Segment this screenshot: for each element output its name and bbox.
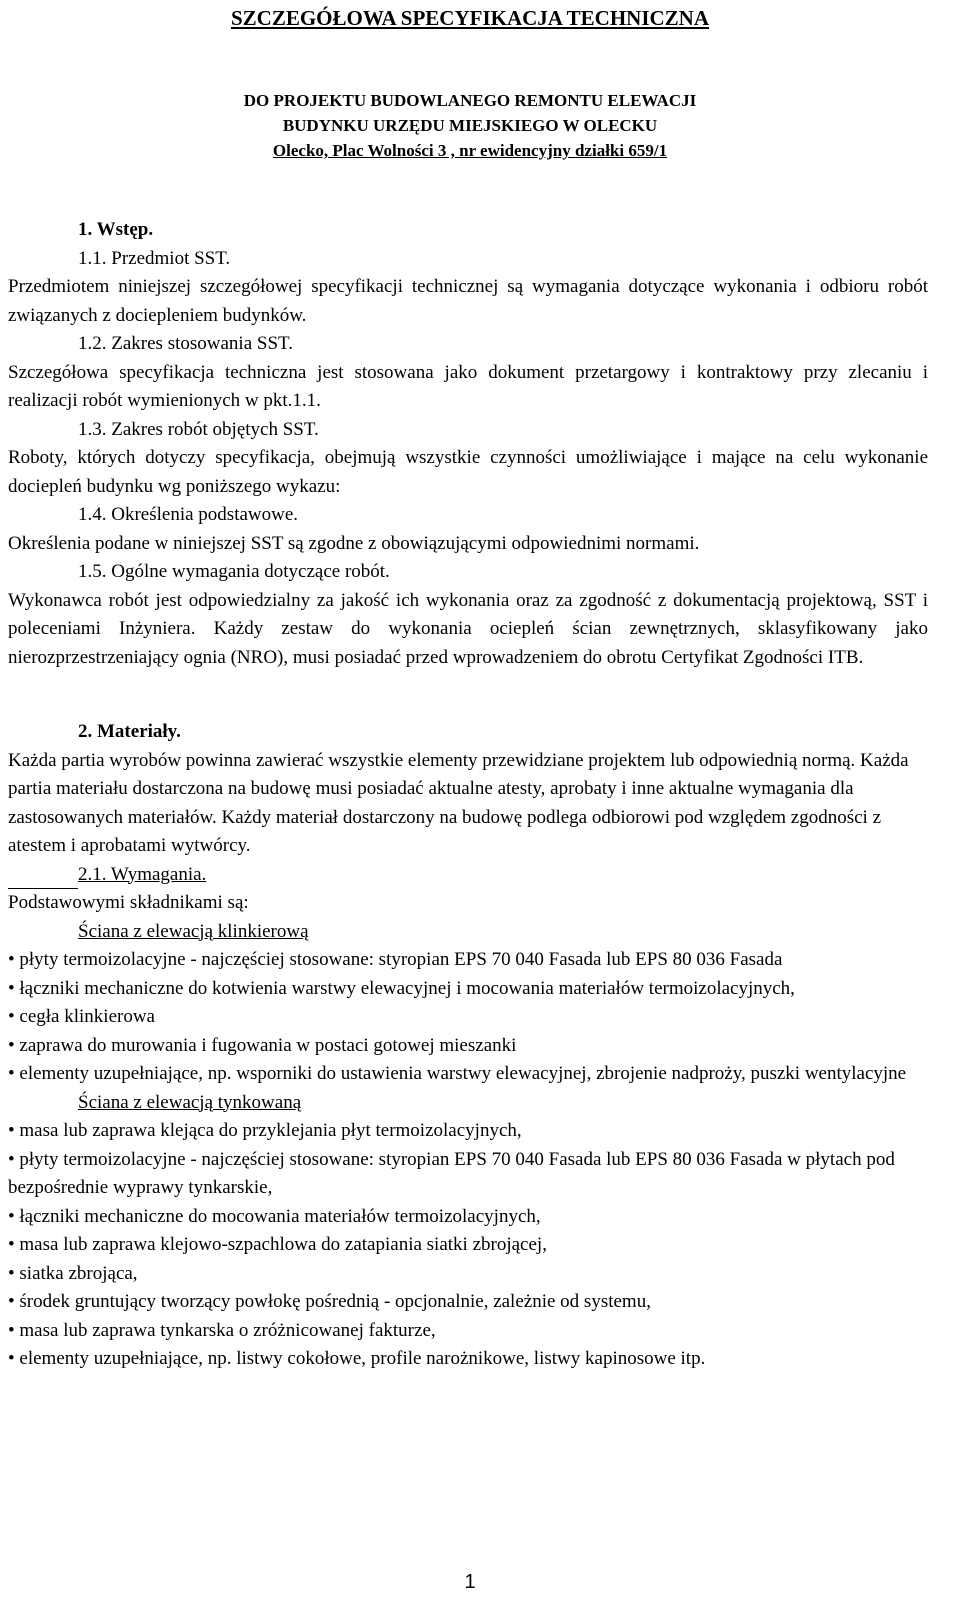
header-line-2: BUDYNKU URZĘDU MIEJSKIEGO W OLECKU	[282, 116, 658, 135]
header-line-3: Olecko, Plac Wolności 3 , nr ewidencyjny działki 659/1	[272, 141, 668, 160]
clinker-item-2: • łączniki mechaniczne do kotwienia warstwy elewacyjnej i mocowania materiałów termoizolacyjnych,	[8, 977, 795, 999]
plaster-item-3: • łączniki mechaniczne do mocowania materiałów termoizolacyjnych,	[8, 1205, 541, 1227]
plaster-item-2: • płyty termoizolacyjne - najczęściej stosowane: styropian EPS 70 040 Fasada lub EPS 80 036 Fasada w płytach pod bezpośrednie wyprawy tynkarskie,	[8, 1148, 895, 1198]
paragraph-2: Każda partia wyrobów powinna zawierać wszystkie elementy przewidziane projektem lub odpowiednią normą. Każda partia materiału dostarczona na budowę musi posiadać aktualne atesty, aprobaty i inne aktualne wymagania dla zastosowanych materiałów. Każdy materiał dostarczony na budowę podlega odbiorowi pod względem zgodności z atestem i aprobatami wytwórcy.	[8, 749, 909, 856]
plaster-item-8: • elementy uzupełniające, np. listwy cokołowe, profile narożnikowe, listwy kapinosowe itp.	[8, 1348, 706, 1369]
subsection-clinker: Ściana z elewacją klinkierową	[78, 920, 309, 942]
subheading-1-4: 1.4. Określenia podstawowe.	[78, 504, 299, 525]
plaster-item-6: • środek gruntujący tworzący powłokę pośrednią - opcjonalnie, zależnie od systemu,	[8, 1291, 651, 1312]
subheading-1-2: 1.2. Zakres stosowania SST.	[78, 333, 293, 354]
paragraph-1-1: Przedmiotem niniejszej szczegółowej specyfikacji technicznej są wymagania dotyczące wykonania i odbioru robót związanych z dociepleniem budynków.	[8, 276, 928, 326]
plaster-item-7: • masa lub zaprawa tynkarska o zróżnicowanej fakturze,	[8, 1319, 436, 1341]
plaster-item-1: • masa lub zaprawa klejąca do przyklejania płyt termoizolacyjnych,	[8, 1120, 522, 1141]
plaster-item-5: • siatka zbrojąca,	[8, 1262, 138, 1284]
components-intro: Podstawowymi składnikami są:	[8, 892, 249, 913]
page-number: 1	[464, 1571, 476, 1593]
subsection-plaster: Ściana z elewacją tynkowaną	[78, 1091, 302, 1113]
clinker-item-5: • elementy uzupełniające, np. wsporniki do ustawienia warstwy elewacyjnej, zbrojenie nadproży, puszki wentylacyjne	[8, 1063, 907, 1084]
subheading-1-1: 1.1. Przedmiot SST.	[78, 247, 231, 269]
paragraph-1-3: Roboty, których dotyczy specyfikacja, obejmują wszystkie czynności umożliwiające i mające na celu wykonanie dociepleń budynku wg poniższego wykazu:	[8, 447, 928, 497]
section-1	[8, 216, 928, 672]
document-title: SZCZEGÓŁOWA SPECYFIKACJA TECHNICZNA	[230, 6, 710, 30]
subheading-1-5: 1.5. Ogólne wymagania dotyczące robót.	[78, 561, 390, 582]
section-2	[8, 718, 928, 1374]
section-2-heading: 2. Materiały.	[78, 721, 181, 742]
paragraph-1-2: Szczegółowa specyfikacja techniczna jest stosowana jako dokument przetargowy i kontraktowy przy zlecaniu i realizacji robót wymienionych w pkt.1.1.	[8, 361, 928, 411]
subheading-1-3: 1.3. Zakres robót objętych SST.	[78, 418, 319, 440]
paragraph-1-5: Wykonawca robót jest odpowiedzialny za jakość ich wykonania oraz za zgodność z dokumentacją projektową, SST i poleceniami Inżyniera. Każdy zestaw do wykonania ociepleń ścian zewnętrznych, sklasyfikowany jako nierozprzestrzeniający ognia (NRO), musi posiadać przed wprowadzeniem do obrotu Certyfikat Zgodności ITB.	[8, 589, 928, 668]
clinker-item-1: • płyty termoizolacyjne - najczęściej stosowane: styropian EPS 70 040 Fasada lub EPS 80 036 Fasada	[8, 949, 783, 970]
paragraph-1-4: Określenia podane w niniejszej SST są zgodne z obowiązującymi odpowiednimi normami.	[8, 532, 700, 554]
header-line-1: DO PROJEKTU BUDOWLANEGO REMONTU ELEWACJI	[243, 91, 697, 110]
section-1-heading: 1. Wstęp.	[78, 219, 154, 240]
clinker-item-4: • zaprawa do murowania i fugowania w postaci gotowej mieszanki	[8, 1034, 517, 1056]
clinker-item-3: • cegła klinkierowa	[8, 1006, 155, 1027]
plaster-item-4: • masa lub zaprawa klejowo-szpachlowa do zatapiania siatki zbrojącej,	[8, 1234, 547, 1255]
subheading-2-1: 2.1. Wymagania.	[8, 861, 928, 890]
